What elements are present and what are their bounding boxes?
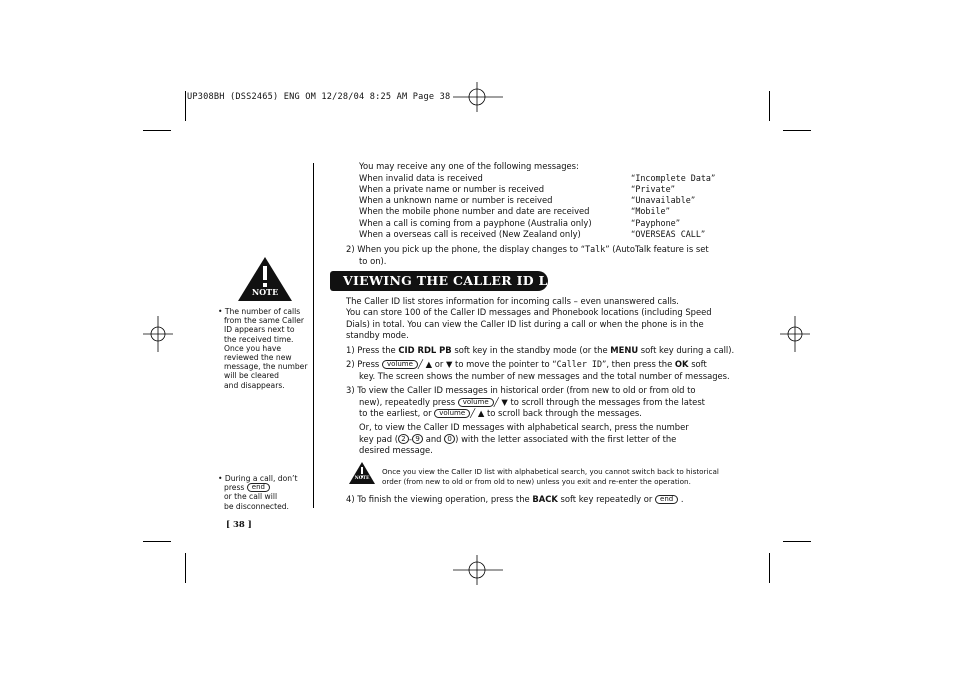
note-label: NOTE [251, 287, 279, 297]
key-0-icon: 0 [444, 434, 455, 444]
message-row: When a unknown name or number is received “Unavailable” [359, 195, 696, 206]
inline-note-text: Once you view the Caller ID list with alphabetical search, you cannot switch back to historical order (from new to old or from old to new) unless you exit and re-enter the operation. [382, 467, 719, 487]
step-2-autotalk: 2) When you pick up the phone, the display changes to “Talk” (AutoTalk feature is set [346, 244, 709, 254]
crop-mark [769, 91, 770, 121]
section-title: VIEWING THE CALLER ID LIST [343, 273, 573, 288]
registration-mark-icon [453, 82, 503, 112]
section-header [330, 271, 573, 291]
crop-mark [185, 91, 186, 121]
message-row: When a private name or number is received “Private” [359, 183, 675, 194]
messages-intro: You may receive any one of the following messages: [359, 161, 579, 171]
step-3-line3: to the earliest, or volume ╱ ▲ to scroll back through the messages. [359, 408, 642, 418]
step-2-autotalk-cont: to on). [359, 255, 387, 266]
step-3-alpha: Or, to view the Caller ID messages with alphabetical search, press the number [359, 422, 689, 432]
sidebar-note: • During a call, don’t press end or the call will be disconnected. [218, 474, 298, 511]
crop-mark [143, 130, 171, 131]
message-row: When a call is coming from a payphone (Australia only) “Payphone” [359, 217, 681, 228]
note-warning-icon [348, 461, 376, 485]
inline-note-label: NOTE [354, 476, 370, 481]
step-2-cont: key. The screen shows the number of new messages and the total number of messages. [359, 370, 730, 381]
key-2-icon: 2 [398, 434, 409, 444]
key-9-icon: 9 [412, 434, 423, 444]
step-4: 4) To finish the viewing operation, press the BACK soft key repeatedly or end . [346, 494, 684, 504]
page-number: [ 38 ] [226, 520, 252, 530]
message-row: When the mobile phone number and date are received “Mobile” [359, 206, 670, 217]
crop-mark [783, 541, 811, 542]
crop-mark [769, 553, 770, 583]
message-row: When a overseas call is received (New Zealand only) “OVERSEAS CALL” [359, 228, 706, 239]
volume-key-icon: volume [458, 398, 494, 407]
crop-mark [783, 130, 811, 131]
volume-key-icon: volume [382, 360, 418, 369]
end-key-icon: end [655, 495, 678, 504]
crop-mark [143, 541, 171, 542]
registration-mark-icon [780, 316, 810, 352]
crop-mark [185, 553, 186, 583]
step-3-alpha-keys: key pad ( 2 - 9 and 0 ) with the letter associated with the first letter of the [359, 433, 677, 444]
column-divider [313, 163, 314, 508]
step-3: 3) To view the Caller ID messages in historical order (from new to old or from old to [346, 385, 696, 395]
message-row: When invalid data is received “Incomplete Data” [359, 172, 716, 183]
step-3-line2: new), repeatedly press volume ╱ ▼ to scroll through the messages from the latest [359, 396, 705, 407]
print-slug: UP308BH (DSS2465) ENG OM 12/28/04 8:25 AM Page 38 [187, 92, 451, 102]
step-1: 1) Press the CID RDL PB soft key in the standby mode (or the MENU soft key during a call). [346, 345, 735, 355]
step-2: 2) Press volume ╱ ▲ or ▼ to move the pointer to “Caller ID”, then press the OK soft [346, 359, 707, 369]
registration-mark-icon [453, 555, 503, 585]
body-paragraph: The Caller ID list stores information for incoming calls – even unanswered calls. You can store 100 of the Caller ID messages and Phonebook locations (including Speed Dials) in total. You can view the Caller ID list during a call or when the phone is in the standby mode. [346, 296, 712, 340]
volume-key-icon: volume [434, 409, 470, 418]
messages-table [359, 173, 739, 241]
registration-mark-icon [143, 316, 173, 352]
sidebar-note: • The number of calls from the same Caller ID appears next to the received time. Once you have reviewed the new message, the number will be cleared and disappears. [218, 307, 308, 390]
end-key-icon: end [247, 483, 270, 492]
step-3-alpha-end: desired message. [359, 445, 433, 455]
